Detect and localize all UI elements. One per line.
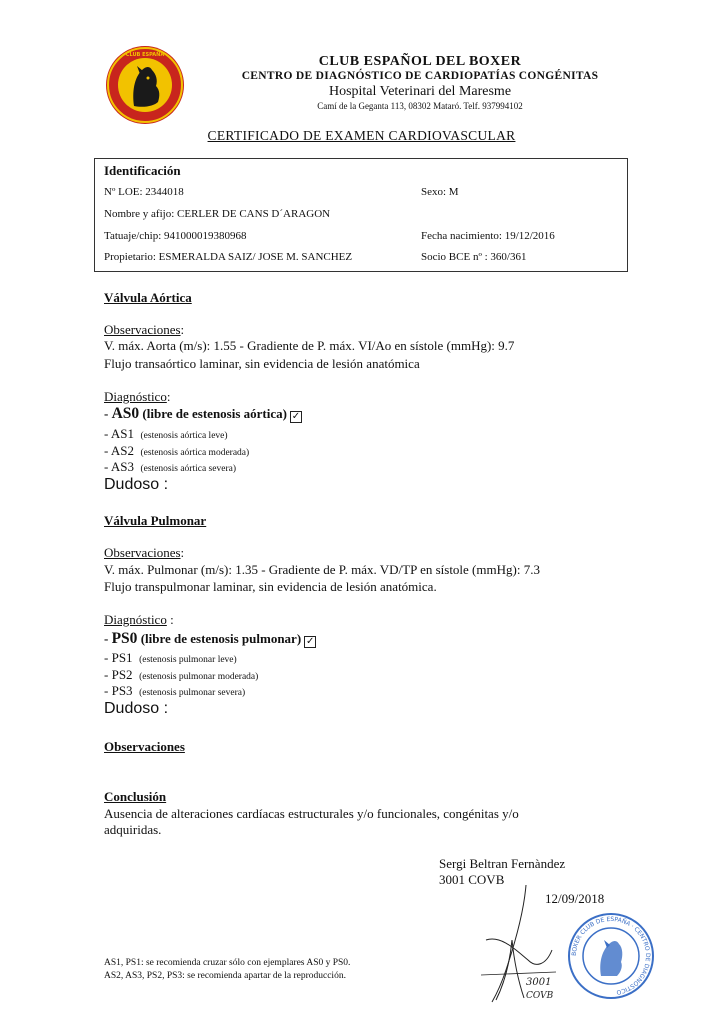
conclusion-heading: Conclusión — [104, 789, 167, 804]
pulmonary-obs-label: Observaciones: — [104, 545, 185, 560]
official-stamp — [567, 912, 655, 1000]
aortic-obs-line1: V. máx. Aorta (m/s): 1.55 - Gradiente de P. máx. VI/Ao en sístole (mmHg): 9.7 — [104, 338, 515, 353]
hospital-name: Hospital Veterinari del Maresme — [328, 84, 512, 99]
certificate-title: CERTIFICADO DE EXAMEN CARDIOVASCULAR — [207, 128, 516, 143]
aortic-selected-diagnosis: - AS0 (libre de estenosis aórtica) ✓ — [104, 405, 301, 422]
checked-box-icon: ✓ — [305, 636, 315, 647]
observations-heading: Observaciones — [104, 739, 185, 754]
conclusion-line2: adquiridas. — [104, 822, 162, 837]
name-field: Nombre y afijo: CERLER DE CANS D´ARAGON — [104, 208, 331, 220]
pulmonary-selected-diagnosis: - PS0 (libre de estenosis pulmonar) ✓ — [104, 630, 315, 647]
identification-box — [94, 158, 628, 272]
aortic-obs-line2: Flujo transaórtico laminar, sin evidencia de lesión anatómica — [104, 356, 420, 371]
aortic-option-2: - AS2 (estenosis aórtica moderada) — [104, 443, 250, 458]
sex-field: Sexo: M — [421, 186, 459, 198]
signer-id: 3001 COVB — [439, 872, 505, 887]
address: Camí de la Geganta 113, 08302 Mataró. Telf. 937994102 — [317, 101, 523, 111]
svg-text:3001: 3001 — [526, 977, 552, 988]
chip-field: Tatuaje/chip: 941000019380968 — [104, 230, 247, 242]
pulmonary-obs-line1: V. máx. Pulmonar (m/s): 1.35 - Gradiente de P. máx. VD/TP en sístole (mmHg): 7.3 — [104, 562, 540, 577]
pulmonary-option-1: - PS1 (estenosis pulmonar leve) — [104, 650, 237, 665]
pulmonary-option-2: - PS2 (estenosis pulmonar moderada) — [104, 667, 259, 682]
checked-box-icon: ✓ — [291, 411, 301, 422]
member-field: Socio BCE nº : 360/361 — [421, 251, 527, 263]
signature-date: 12/09/2018 — [545, 891, 605, 906]
pulmonary-option-3: - PS3 (estenosis pulmonar severa) — [104, 683, 246, 698]
svg-text:COVB: COVB — [526, 991, 554, 1001]
aortic-dudoso: Dudoso : — [104, 476, 169, 493]
signer-name: Sergi Beltran Fernàndez — [439, 856, 566, 871]
identification-heading: Identificación — [104, 163, 181, 178]
svg-text:BOXER CLUB DE ESPAÑA · CENTRO: BOXER CLUB DE ESPAÑA · CENTRO DE DIAGNÓSTICO — [570, 915, 652, 996]
aortic-obs-label: Observaciones: — [104, 322, 185, 337]
org-name: CLUB ESPAÑOL DEL BOXER — [318, 54, 522, 69]
center-name: CENTRO DE DIAGNÓSTICO DE CARDIOPATÍAS CONGÉNITAS — [241, 70, 599, 82]
aortic-diag-label: Diagnóstico: — [104, 389, 171, 404]
pulmonary-obs-line2: Flujo transpulmonar laminar, sin evidencia de lesión anatómica. — [104, 579, 437, 594]
birthdate-field: Fecha nacimiento: 19/12/2016 — [421, 230, 555, 242]
pulmonary-diag-label: Diagnóstico : — [104, 612, 174, 627]
conclusion-line1: Ausencia de alteraciones cardíacas estructurales y/o funcionales, congénitas y/o — [104, 806, 519, 821]
pulmonary-dudoso: Dudoso : — [104, 700, 169, 717]
club-logo — [104, 44, 186, 126]
aortic-option-3: - AS3 (estenosis aórtica severa) — [104, 459, 236, 474]
handwritten-signature — [466, 880, 576, 1010]
pulmonary-heading: Válvula Pulmonar — [104, 513, 207, 528]
footnote-1: AS1, PS1: se recomienda cruzar sólo con ejemplares AS0 y PS0. — [104, 958, 351, 968]
footnote-2: AS2, AS3, PS2, PS3: se recomienda apartar de la reproducción. — [104, 971, 346, 981]
loe-field: Nº LOE: 2344018 — [104, 186, 184, 198]
svg-text:CLUB ESPAÑA: CLUB ESPAÑA — [125, 52, 165, 58]
owner-field: Propietario: ESMERALDA SAIZ/ JOSE M. SANCHEZ — [104, 251, 353, 263]
aortic-option-1: - AS1 (estenosis aórtica leve) — [104, 426, 228, 441]
aortic-heading: Válvula Aórtica — [104, 290, 192, 305]
